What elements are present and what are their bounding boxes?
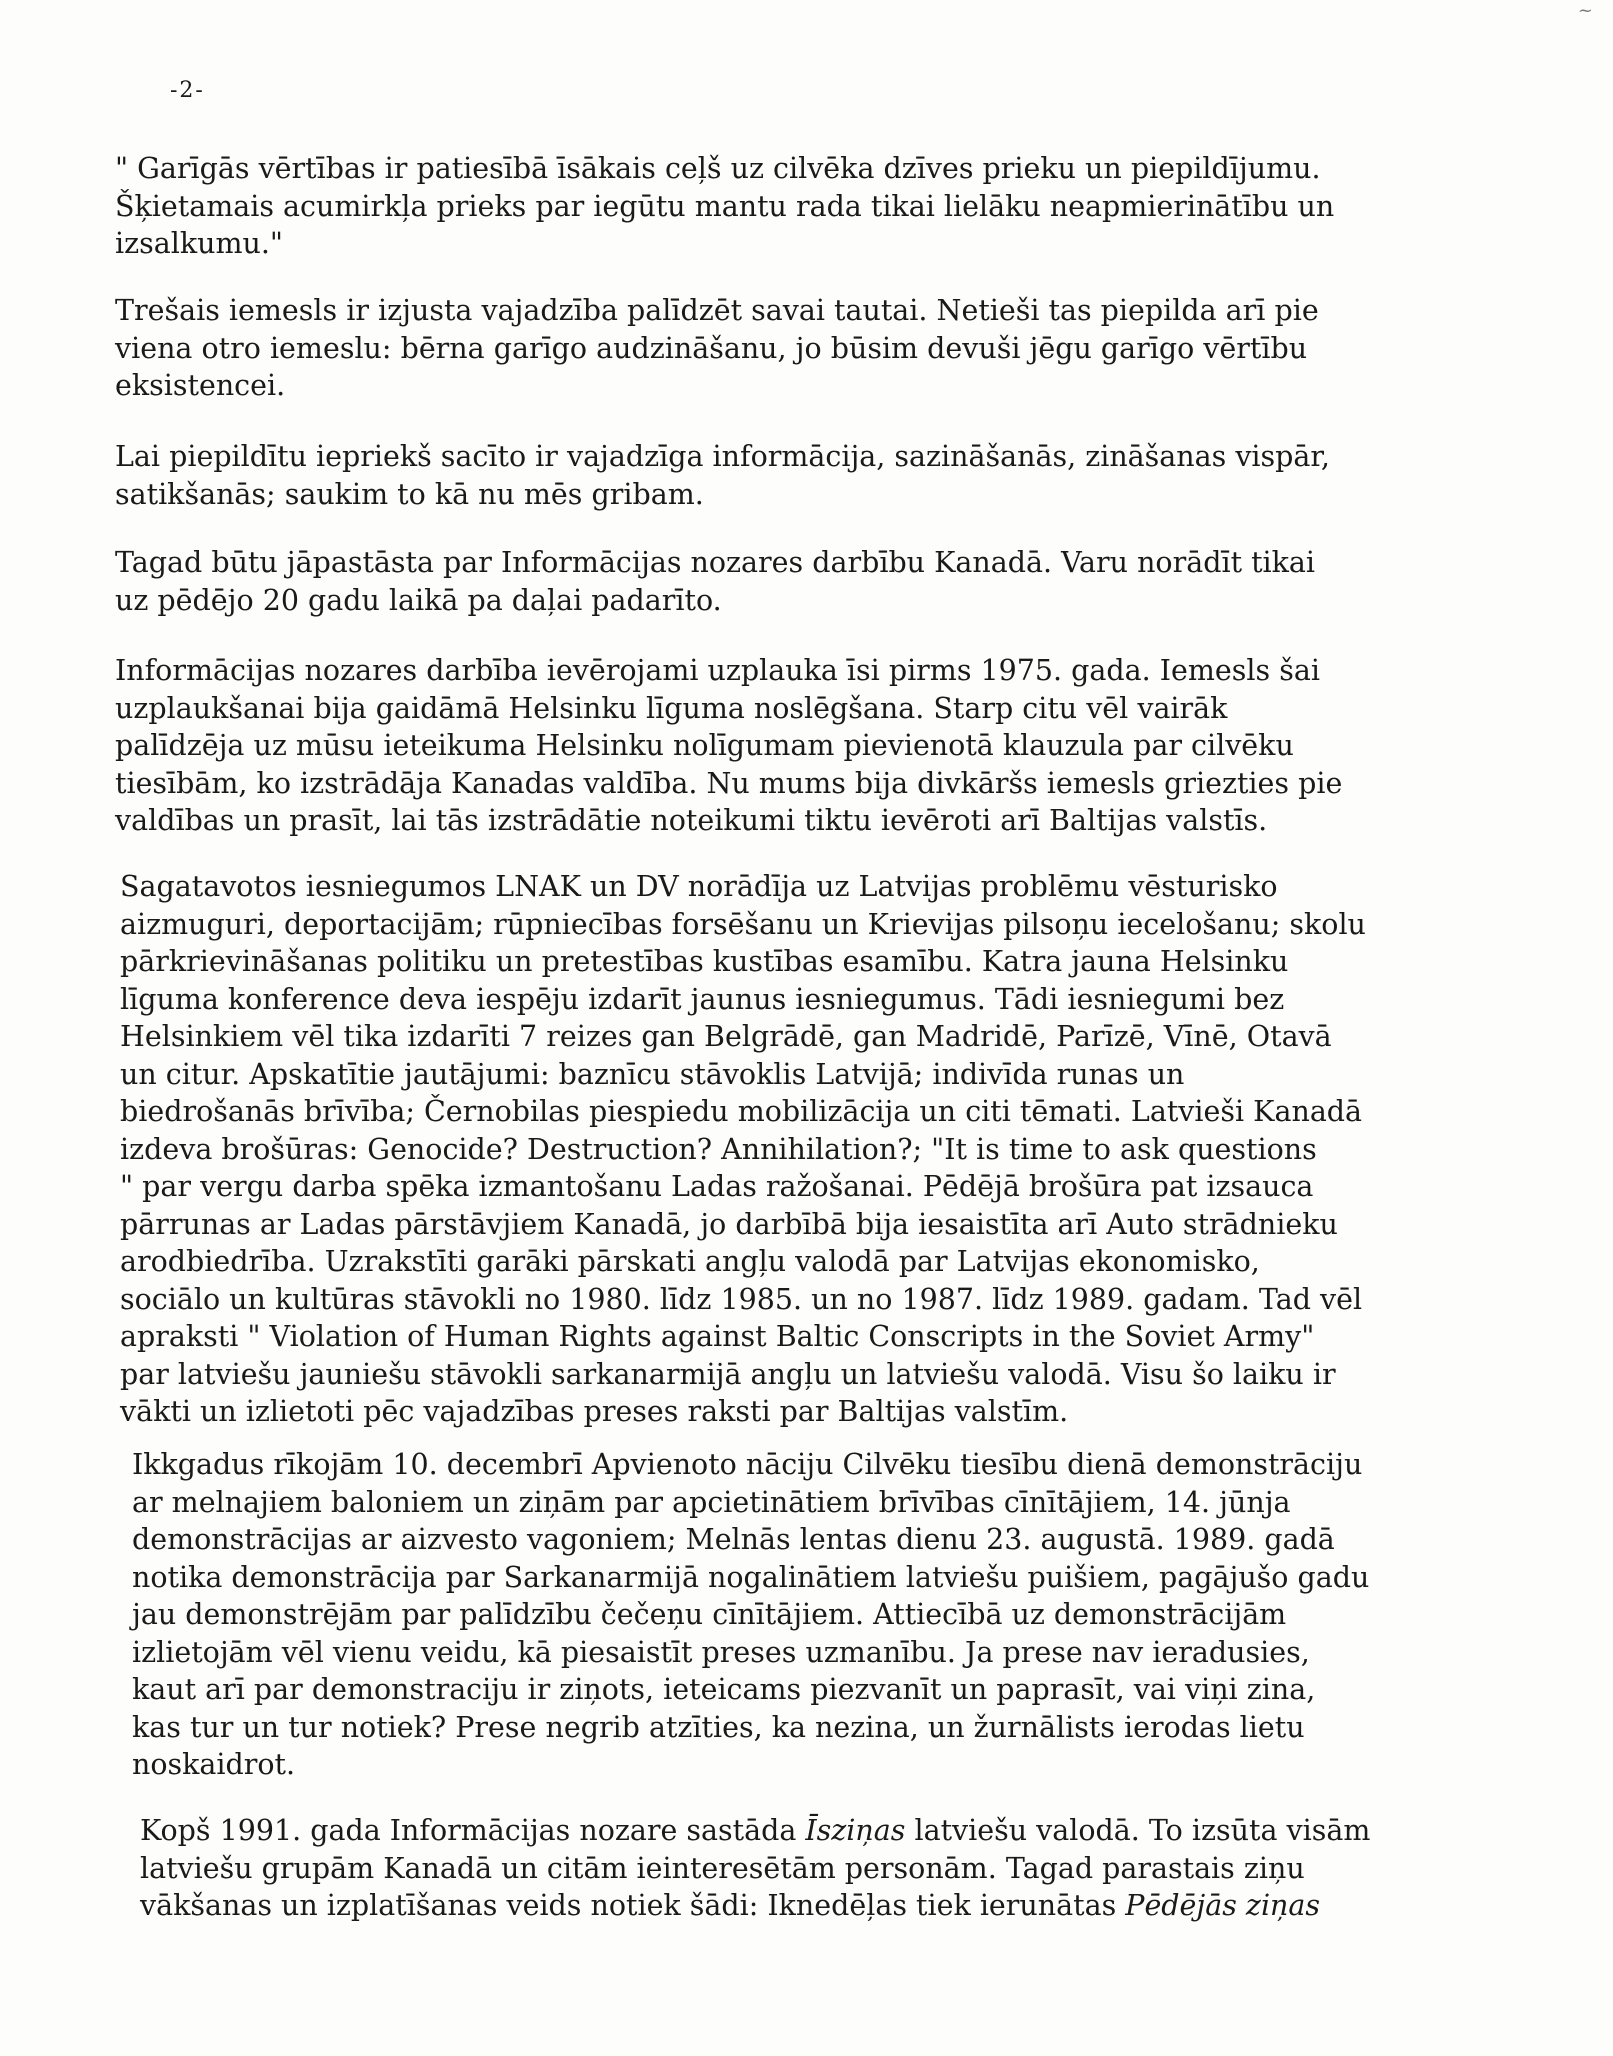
paragraph-5 xyxy=(115,652,1525,840)
paragraph-line: kas tur un tur notiek? Prese negrib atzīties, ka nezina, un žurnālists ierodas lietu xyxy=(132,1710,1305,1744)
corner-mark: ~ xyxy=(1577,0,1593,21)
paragraph-line: ar melnajiem baloniem un ziņām par apcietinātiem brīvības cīnītājiem, 14. jūnja xyxy=(132,1485,1291,1519)
paragraph-line: Helsinkiem vēl tika izdarīti 7 reizes gan Belgrādē, gan Madridē, Parīzē, Vīnē, Otavā xyxy=(120,1020,1332,1053)
paragraph-line: biedrošanās brīvība; Černobilas piespiedu mobilizācija un citi tēmati. Latvieši Kanadā xyxy=(120,1095,1363,1128)
paragraph-line: Informācijas nozares darbība ievērojami uzplauka īsi pirms 1975. gada. Iemesls šai xyxy=(115,654,1320,687)
paragraph-line: līguma konference deva iespēju izdarīt jaunus iesniegumus. Tādi iesniegumi bez xyxy=(120,982,1285,1016)
paragraph-line: vākšanas un izplatīšanas veids notiek šādi: Iknedēļas tiek ierunātas xyxy=(140,1889,1126,1922)
paragraph-line: Tagad būtu jāpastāsta par Informācijas nozares darbību Kanadā. Varu norādīt tikai xyxy=(115,546,1316,579)
paragraph-line: izdeva brošūras: Genocide? Destruction? Annihilation?; "It is time to ask questions xyxy=(120,1132,1317,1166)
paragraph-line: un citur. Apskatītie jautājumi: baznīcu stāvoklis Latvijā; indivīda runas un xyxy=(120,1057,1185,1091)
paragraph-line: kaut arī par demonstraciju ir ziņots, ieteicams piezvanīt un paprasīt, vai viņi zina, xyxy=(132,1673,1316,1706)
paragraph-line: jau demonstrējām par palīdzību čečeņu cīnītājiem. Attiecībā uz demonstrācijām xyxy=(132,1598,1287,1631)
paragraph-line: Šķietamais acumirkļa prieks par iegūtu mantu rada tikai lielāku neapmierinātību un xyxy=(115,189,1335,223)
paragraph-2 xyxy=(115,292,1525,405)
paragraph-line: Lai piepildītu iepriekš sacīto ir vajadzīga informācija, sazināšanās, zināšanas vispār, xyxy=(115,440,1330,473)
paragraph-line: Trešais iemesls ir izjusta vajadzība palīdzēt savai tautai. Netieši tas piepilda arī pie xyxy=(115,294,1319,327)
paragraph-line: demonstrācijas ar aizvesto vagoniem; Melnās lentas dienu 23. augustā. 1989. gadā xyxy=(132,1523,1335,1556)
paragraph-line: uz pēdējo 20 gadu laikā pa daļai padarīto. xyxy=(115,583,722,617)
paragraph-line: arodbiedrība. Uzrakstīti garāki pārskati angļu valodā par Latvijas ekonomisko, xyxy=(120,1245,1260,1278)
paragraph-4 xyxy=(115,544,1525,619)
page-number: -2- xyxy=(170,78,205,103)
paragraph-line: valdības un prasīt, lai tās izstrādātie noteikumi tiktu ievēroti arī Baltijas valstīs. xyxy=(115,804,1268,837)
paragraph-line: viena otro iemeslu: bērna garīgo audzināšanu, jo būsim devuši jēgu garīgo vērtību xyxy=(115,331,1308,365)
paragraph-line: pārrunas ar Ladas pārstāvjiem Kanadā, jo darbībā bija iesaistīta arī Auto strādnieku xyxy=(120,1207,1338,1241)
paragraph-line: Ikkgadus rīkojām 10. decembrī Apvienoto nāciju Cilvēku tiesību dienā demonstrāciju xyxy=(132,1448,1363,1481)
paragraph-line: izlietojām vēl vienu veidu, kā piesaistīt preses uzmanību. Ja prese nav ieradusies, xyxy=(132,1635,1310,1669)
paragraph-line: par latviešu jauniešu stāvokli sarkanarmijā angļu un latviešu valodā. Visu šo laiku ir xyxy=(120,1357,1336,1391)
paragraph-line: aizmuguri, deportacijām; rūpniecības forsēšanu un Krievijas pilsoņu iecelošanu; skolu xyxy=(120,907,1366,941)
paragraph-line: pārkrievināšanas politiku un pretestības kustības esamību. Katra jauna Helsinku xyxy=(120,945,1289,978)
paragraph-line: latviešu grupām Kanadā un citām ieinteresētām personām. Tagad parastais ziņu xyxy=(140,1851,1305,1885)
publication-title: Pēdējās ziņas xyxy=(1125,1889,1321,1922)
paragraph-line: tiesībām, ko izstrādāja Kanadas valdība. Nu mums bija divkāršs iemesls griezties pie xyxy=(115,766,1343,800)
paragraph-line: latviešu valodā. To izsūta visām xyxy=(905,1814,1371,1847)
paragraph-line: palīdzēja uz mūsu ieteikuma Helsinku nolīgumam pievienotā klauzula par cilvēku xyxy=(115,729,1294,762)
paragraph-line: apraksti " Violation of Human Rights against Baltic Conscripts in the Soviet Army" xyxy=(120,1320,1315,1353)
paragraph-line: satikšanās; saukim to kā nu mēs gribam. xyxy=(115,477,704,511)
paragraph-line: uzplaukšanai bija gaidāmā Helsinku līguma noslēgšana. Starp citu vēl vairāk xyxy=(115,691,1228,725)
paragraph-line: eksistencei. xyxy=(115,369,286,402)
paragraph-8 xyxy=(140,1812,1550,1925)
paragraph-line: sociālo un kultūras stāvokli no 1980. līdz 1985. un no 1987. līdz 1989. gadam. Tad vēl xyxy=(120,1282,1363,1316)
paragraph-line: izsalkumu." xyxy=(115,227,284,260)
paragraph-line: " Garīgās vērtības ir patiesībā īsākais ceļš uz cilvēka dzīves prieku un piepildījumu. xyxy=(115,152,1321,185)
paragraph-line: noskaidrot. xyxy=(132,1748,296,1781)
paragraph-7 xyxy=(132,1446,1542,1784)
paragraph-line: notika demonstrācija par Sarkanarmijā nogalinātiem latviešu puišiem, pagājušo gadu xyxy=(132,1560,1370,1594)
paragraph-line: Sagatavotos iesniegumos LNAK un DV norādīja uz Latvijas problēmu vēsturisko xyxy=(120,870,1278,903)
paragraph-3 xyxy=(115,438,1525,513)
paragraph-1 xyxy=(115,150,1525,263)
publication-title: Īsziņas xyxy=(805,1814,906,1847)
paragraph-line: vākti un izlietoti pēc vajadzības preses raksti par Baltijas valstīm. xyxy=(120,1395,1069,1428)
paragraph-6 xyxy=(120,868,1530,1431)
paragraph-line: Kopš 1991. gada Informācijas nozare sastāda xyxy=(140,1814,806,1847)
paragraph-line: " par vergu darba spēka izmantošanu Ladas ražošanai. Pēdējā brošūra pat izsauca xyxy=(120,1170,1314,1203)
